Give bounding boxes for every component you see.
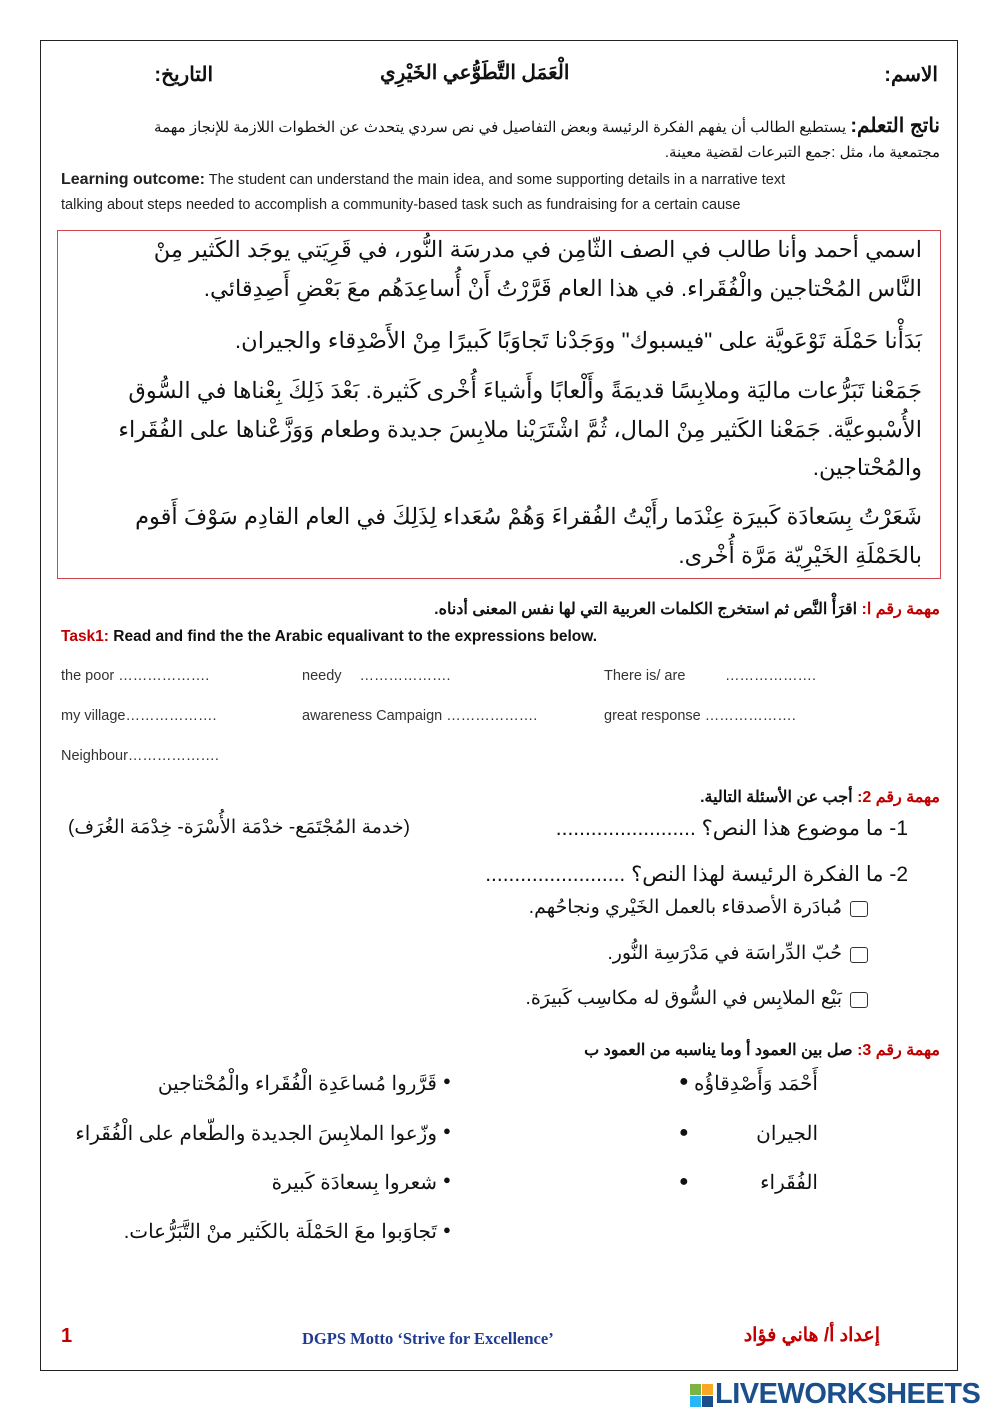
column-b-item[interactable]: شعروا بِسعادَة كَبيرة xyxy=(271,1172,437,1194)
passage-line: والمُحْتاجين. xyxy=(812,455,922,480)
column-b-item[interactable]: تَجاوَبوا معَ الحَمْلَة بالكَثير منْ التَّبَرُّعات. xyxy=(123,1221,437,1243)
column-b-dot[interactable]: ● xyxy=(443,1222,451,1237)
outcome-ar-text: يستطيع الطالب أن يفهم الفكرة الرئيسة وبعض التفاصيل في نص سردي يتحدث عن الخطوات اللازمة للإنجاز مهمة xyxy=(154,119,847,136)
column-a-item[interactable]: الجيران xyxy=(756,1123,818,1145)
outcome-ar-label: ناتج التعلم: xyxy=(850,115,940,137)
task1-item[interactable]: my village………………. xyxy=(61,708,217,724)
passage-line: جَمَعْنا تَبَرُّعات ماليَة وملابِسًا قديمَةً وأَلْعابًا وأَشياءَ أُخْرى كَثيرة. بَعْدَ ذَلِكَ بِعْناها في السُّوق xyxy=(128,378,922,403)
task2-question-2[interactable]: 2- ما الفكرة الرئيسة لهذا النص؟ ........................ xyxy=(485,863,908,886)
task2-heading: مهمة رقم 2: أجب عن الأسئلة التالية. xyxy=(700,789,940,806)
outcome-en-label: Learning outcome: xyxy=(61,171,206,188)
passage-line: بَدَأْنا حَمْلَة تَوْعَويَّة على "فيسبوك" ووَجَدْنا تَجاوَبًا كَبيرًا مِنْ الأَصْدِقاء والجيران. xyxy=(234,328,922,353)
column-b-dot[interactable]: ● xyxy=(443,1123,451,1138)
task2-question-1[interactable]: 1- ما موضوع هذا النص؟ ........................ xyxy=(555,817,908,840)
task2-q1-choices: (خدمة المُجْتَمَع- خدْمَة الأُسْرَة- خِدْمَة الغُرَف) xyxy=(68,817,410,838)
column-b-item[interactable]: قَرَّروا مُساعَدِة الْفُقَراء والْمُحْتاجين xyxy=(157,1073,437,1095)
task1-item[interactable]: the poor ………………. xyxy=(61,668,210,684)
task1-item[interactable]: There is/ are ………………. xyxy=(604,668,817,684)
column-b-dot[interactable]: ● xyxy=(443,1172,451,1187)
task1-en-text: Read and find the the Arabic equalivant to the expressions below. xyxy=(113,628,598,645)
option-checkbox[interactable] xyxy=(850,901,868,917)
outcome-en-text: The student can understand the main idea, and some supporting details in a narrative text xyxy=(208,172,786,188)
column-a-dot[interactable]: ● xyxy=(679,1173,689,1190)
task1-item[interactable]: needy ………………. xyxy=(302,668,451,684)
option-label: بَيْع الملابِس في السُّوق له مكاسِب كَبيرَة. xyxy=(525,988,842,1009)
column-b-dot[interactable]: ● xyxy=(443,1073,451,1088)
option-checkbox[interactable] xyxy=(850,947,868,963)
brand-name: LIVEWORKSHEETS xyxy=(715,1378,981,1410)
passage-line: بالحَمْلَةِ الخَيْرِيّة مَرَّة أُخْرى. xyxy=(678,543,922,568)
passage-line: اسمي أحمد وأنا طالب في الصف الثّامِن في مدرسَة النُّور، في قَرِيَتي يوجَد الكَثير مِنْ xyxy=(153,237,922,262)
worksheet-title: الْعَمَل التَّطَوُّعي الخَيْرِي xyxy=(380,62,570,84)
option-checkbox[interactable] xyxy=(850,992,868,1008)
liveworksheets-logo xyxy=(690,1378,980,1411)
task1-ar-text: اقرَأْ النَّص ثم استخرج الكلمات العربية التي لها نفس المعنى أدناه. xyxy=(434,601,858,618)
column-a-dot[interactable]: ● xyxy=(679,1073,689,1090)
name-label: الاسم: xyxy=(884,64,938,86)
task3-heading: مهمة رقم 3: صل بين العمود أ وما يناسبه من العمود ب xyxy=(584,1042,940,1059)
column-a-dot[interactable]: ● xyxy=(679,1124,689,1141)
task1-en-heading xyxy=(61,628,597,646)
school-motto: DGPS Motto ‘Strive for Excellence’ xyxy=(302,1329,554,1348)
column-b-item[interactable]: وزّعوا الملابِسَ الجديدة والطّعام على الْفُقَراء xyxy=(75,1123,437,1145)
page-number: 1 xyxy=(61,1325,73,1347)
task1-en-label: Task1: xyxy=(61,628,109,645)
task1-item[interactable]: awareness Campaign ………………. xyxy=(302,708,538,724)
task1-ar-heading xyxy=(434,599,940,619)
passage-line: النَّاس المُحْتاجين والْفُقَراء. في هذا العام قَرَّرْتُ أَنْ أُساعِدَهُم معَ بَعْضِ أَصِدِقائي. xyxy=(203,276,922,301)
author-credit: إعداد أ/ هاني فؤاد xyxy=(743,1325,880,1346)
passage-line: الأُسْبوعيَّة. جَمَعْنا الكَثير مِنْ المال، ثُمَّ اشْتَرَيْنا ملابِسَ جديدة وطعام وَوَزَّعْناها على الفُقَراء xyxy=(118,417,922,442)
option-label: مُبادَرة الأصدقاء بالعمل الخَيْري ونجاحُهم. xyxy=(528,897,842,918)
task1-item[interactable]: Neighbour………………. xyxy=(61,748,219,764)
outcome-en-line1 xyxy=(61,171,785,189)
column-a-item[interactable]: الفُقَراء xyxy=(760,1172,818,1194)
outcome-ar-line1 xyxy=(154,113,940,138)
passage-line: شَعَرْتُ بِسَعادَة كَبيرَة عِنْدَما رأَيْتُ الفُقراءَ وَهُمْ سُعَداء لِذَلِكَ في العام القادِم سَوْفَ أَقوم xyxy=(135,504,922,529)
column-a-item[interactable]: أَحْمَد وَأَصْدِقاؤُه xyxy=(693,1073,818,1095)
outcome-en-line2: talking about steps needed to accomplish a community-based task such as fundraising for a certain cause xyxy=(61,197,741,213)
task1-item[interactable]: great response ………………. xyxy=(604,708,796,724)
logo-icon xyxy=(690,1384,713,1407)
date-label: التاريخ: xyxy=(154,64,213,86)
option-label: حُبّ الدِّراسَة في مَدْرَسِة النُّور. xyxy=(607,943,842,964)
outcome-ar-line2: مجتمعية ما، مثل :جمع التبرعات لقضية معينة. xyxy=(664,144,940,161)
task1-ar-label: مهمة رقم ا: xyxy=(861,601,940,618)
